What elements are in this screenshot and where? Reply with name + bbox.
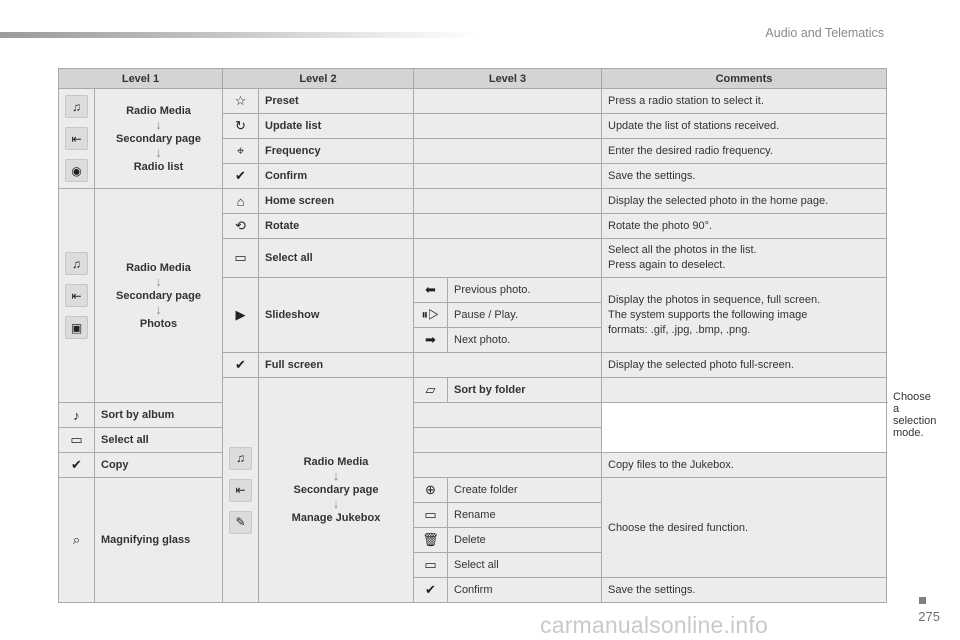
comment: Choose the desired function. bbox=[602, 478, 887, 578]
checkmark-icon: ✔ bbox=[59, 453, 95, 478]
level1-path bbox=[259, 378, 414, 603]
level2-label: Sort by album bbox=[95, 403, 223, 428]
select-all-icon: ▭ bbox=[223, 239, 259, 278]
comment: Update the list of stations received. bbox=[602, 114, 887, 139]
secondary-page-icon: ⇤ bbox=[65, 127, 88, 150]
level3-empty bbox=[602, 378, 887, 403]
level3-empty bbox=[414, 139, 602, 164]
level2-label: Frequency bbox=[259, 139, 414, 164]
checkmark-icon: ✔ bbox=[223, 164, 259, 189]
nav-radio-media: Radio Media bbox=[303, 456, 369, 468]
arrow-down-icon: ↓ bbox=[155, 301, 162, 317]
level3-label: Next photo. bbox=[448, 328, 602, 353]
table-row bbox=[59, 89, 887, 114]
arrow-down-icon: ↓ bbox=[332, 468, 340, 483]
nav-radio-media: Radio Media bbox=[126, 104, 191, 117]
level2-label: Sort by folder bbox=[448, 378, 602, 403]
select-all-icon: ▭ bbox=[59, 428, 95, 453]
level3-label: Pause / Play. bbox=[448, 303, 602, 328]
header-level1: Level 1 bbox=[59, 69, 223, 89]
section-title: Audio and Telematics bbox=[765, 26, 884, 40]
create-folder-icon: ⊕ bbox=[414, 478, 448, 503]
comment: Display the selected photo full-screen. bbox=[602, 353, 887, 378]
arrow-down-icon: ↓ bbox=[332, 496, 340, 511]
table-row bbox=[59, 189, 887, 214]
level3-empty bbox=[414, 353, 602, 378]
radio-media-icon: ♫ bbox=[229, 447, 252, 470]
nav-photos: Photos bbox=[139, 317, 178, 330]
header-decor-bar bbox=[0, 32, 480, 38]
comment-line: The system supports the following image bbox=[608, 308, 808, 321]
sort-folder-icon: ▱ bbox=[414, 378, 448, 403]
slideshow-icon: ▶ bbox=[223, 278, 259, 353]
nav-radio-list: Radio list bbox=[133, 160, 184, 173]
comment bbox=[602, 239, 887, 278]
arrow-down-icon: ↓ bbox=[155, 144, 162, 160]
comment: Save the settings. bbox=[602, 164, 887, 189]
nav-secondary-page: Secondary page bbox=[293, 484, 379, 496]
magnifying-glass-icon: ⌕ bbox=[59, 478, 95, 603]
secondary-page-icon: ⇤ bbox=[65, 284, 88, 307]
level3-empty bbox=[414, 89, 602, 114]
header-level3: Level 3 bbox=[414, 69, 602, 89]
level3-empty bbox=[414, 164, 602, 189]
comment: Enter the desired radio frequency. bbox=[602, 139, 887, 164]
rotate-icon: ⟲ bbox=[223, 214, 259, 239]
delete-icon: 🗑 bbox=[414, 528, 448, 553]
frequency-icon: ⌖ bbox=[223, 139, 259, 164]
level3-empty bbox=[414, 114, 602, 139]
table-row bbox=[59, 453, 887, 478]
table-row bbox=[59, 428, 887, 453]
comment bbox=[602, 278, 887, 353]
comment: Rotate the photo 90°. bbox=[602, 214, 887, 239]
next-arrow-icon: ➡ bbox=[414, 328, 448, 353]
select-all-icon: ▭ bbox=[414, 553, 448, 578]
radio-media-icon: ♫ bbox=[65, 252, 88, 275]
level2-label: Copy bbox=[95, 453, 223, 478]
radio-media-icon: ♫ bbox=[65, 95, 88, 118]
secondary-page-icon: ⇤ bbox=[229, 479, 252, 502]
comment-line: formats: .gif, .jpg, .bmp, .png. bbox=[608, 323, 751, 336]
header-comments: Comments bbox=[602, 69, 887, 89]
level2-label: Slideshow bbox=[259, 278, 414, 353]
arrow-down-icon: ↓ bbox=[155, 273, 162, 289]
level2-label: Magnifying glass bbox=[95, 478, 223, 603]
table-header-row bbox=[59, 69, 887, 89]
level3-label: Create folder bbox=[448, 478, 602, 503]
table-row: ♫ ⇤ ✎ Radio Media ↓ Secondary page ↓ Manage Jukebox ▱ Sort by folder Choose a selection mode. bbox=[59, 378, 887, 403]
comment-line: Select all the photos in the list. bbox=[608, 244, 757, 256]
comment-line: Display the photos in sequence, full screen. bbox=[608, 293, 821, 306]
level1-path bbox=[95, 189, 223, 403]
level2-label: Confirm bbox=[259, 164, 414, 189]
level3-label: Select all bbox=[448, 553, 602, 578]
level3-empty bbox=[414, 453, 602, 478]
page-number: 275 bbox=[918, 609, 940, 624]
nav-secondary-page: Secondary page bbox=[116, 132, 201, 145]
jukebox-icon: ✎ bbox=[229, 511, 252, 534]
level2-label: Select all bbox=[259, 239, 414, 278]
level3-empty bbox=[414, 189, 602, 214]
comment: Display the selected photo in the home page. bbox=[602, 189, 887, 214]
radio-list-icon: ◉ bbox=[65, 159, 88, 182]
comment-line: Press again to deselect. bbox=[608, 259, 726, 271]
level2-label: Update list bbox=[259, 114, 414, 139]
sort-album-icon: ♪ bbox=[59, 403, 95, 428]
refresh-icon: ↻ bbox=[223, 114, 259, 139]
photos-icon: ▣ bbox=[65, 316, 88, 339]
table-row bbox=[59, 403, 887, 428]
pause-play-icon: ⏸▷ bbox=[414, 303, 448, 328]
home-screen-icon: ⌂ bbox=[223, 189, 259, 214]
nav-radio-media: Radio Media bbox=[126, 261, 191, 274]
level1-icons bbox=[59, 89, 95, 189]
level3-label: Previous photo. bbox=[448, 278, 602, 303]
level2-label: Preset bbox=[259, 89, 414, 114]
arrow-down-icon: ↓ bbox=[155, 116, 162, 132]
level2-label: Home screen bbox=[259, 189, 414, 214]
watermark: carmanualsonline.info bbox=[540, 612, 768, 638]
level3-label: Rename bbox=[448, 503, 602, 528]
comment: Save the settings. bbox=[602, 578, 887, 603]
preset-icon: ☆ bbox=[223, 89, 259, 114]
table-row bbox=[59, 478, 887, 503]
level2-label: Rotate bbox=[259, 214, 414, 239]
checkmark-icon: ✔ bbox=[414, 578, 448, 603]
header-level2: Level 2 bbox=[223, 69, 414, 89]
level3-empty bbox=[414, 428, 602, 453]
level2-label: Select all bbox=[95, 428, 223, 453]
level3-label: Delete bbox=[448, 528, 602, 553]
level3-empty bbox=[414, 403, 602, 428]
checkmark-icon: ✔ bbox=[223, 353, 259, 378]
page-corner-mark bbox=[919, 597, 926, 604]
level1-icons bbox=[59, 189, 95, 403]
previous-arrow-icon: ⬅ bbox=[414, 278, 448, 303]
level1-icons bbox=[223, 378, 259, 603]
nav-manage-jukebox: Manage Jukebox bbox=[291, 512, 381, 524]
level3-empty bbox=[414, 239, 602, 278]
nav-secondary-page: Secondary page bbox=[116, 289, 201, 302]
level3-empty bbox=[414, 214, 602, 239]
level3-label: Confirm bbox=[448, 578, 602, 603]
level2-label: Full screen bbox=[259, 353, 414, 378]
rename-icon: ▭ bbox=[414, 503, 448, 528]
comment: Copy files to the Jukebox. bbox=[602, 453, 887, 478]
level1-path bbox=[95, 89, 223, 189]
comment: Press a radio station to select it. bbox=[602, 89, 887, 114]
menu-table bbox=[58, 68, 937, 603]
